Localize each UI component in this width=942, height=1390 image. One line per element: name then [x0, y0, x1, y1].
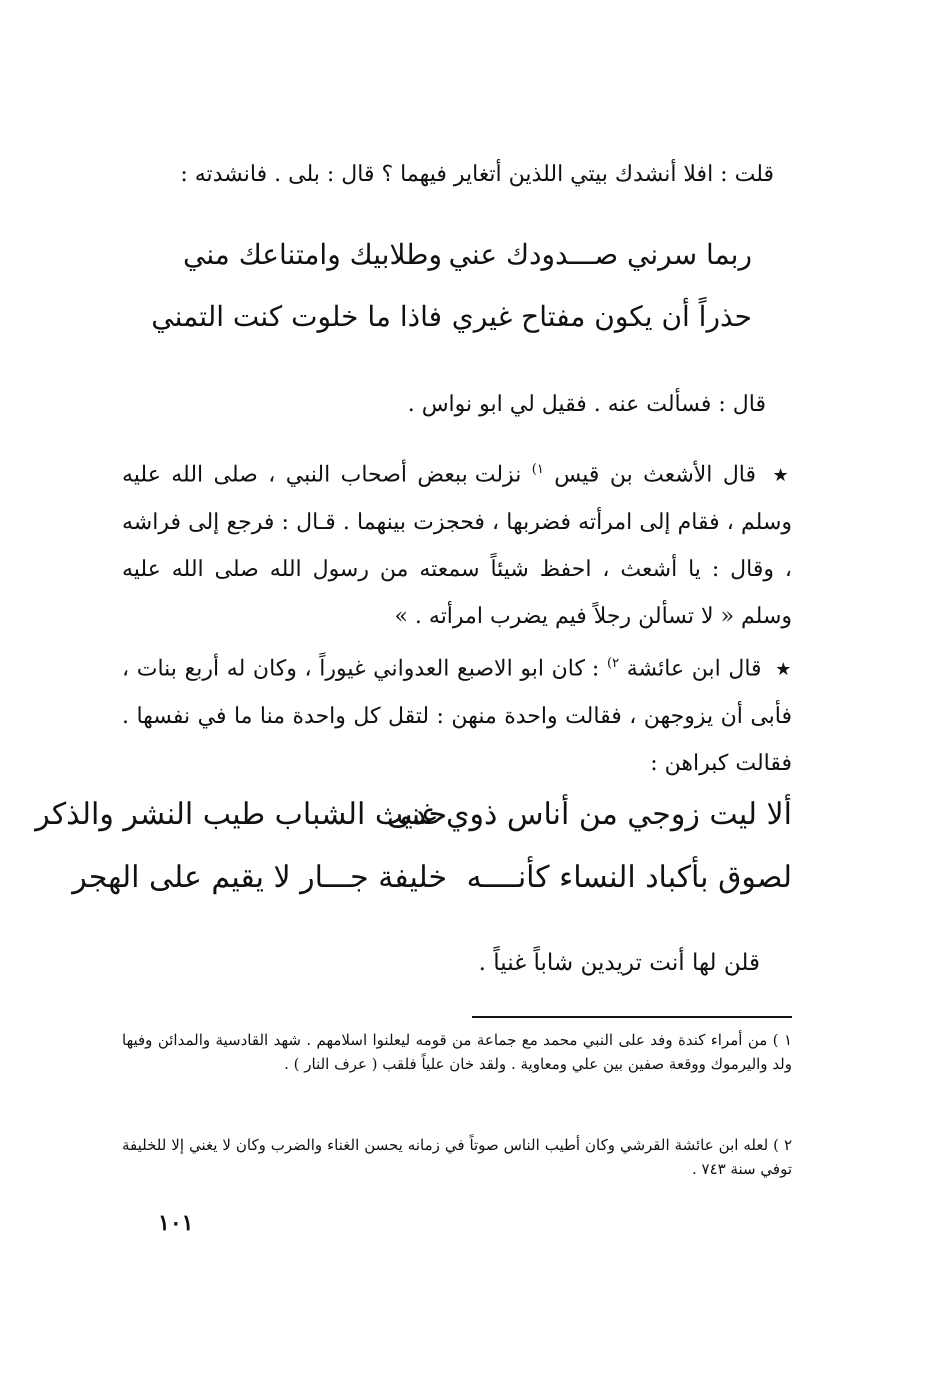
footnote-2: ٢ ) لعله ابن عائشة القرشي وكان أطيب الناس صوتاً في زمانه يحسن الغناء والضرب وكان لا يغني إلا للخليفة توفي سنة ٧٤٣ . — [122, 1136, 792, 1178]
poem1-verse-2-second-hemistich: فاذا ما خلوت كنت التمني — [151, 300, 442, 333]
footnote-marker-2: ٢) — [606, 656, 620, 671]
page-number: ١٠١ — [158, 1210, 194, 1236]
paragraph-1-body: نزلت ببعض أصحاب النبي ، صلى الله عليه وسلم ، فقام إلى امرأته فضربها ، فحجزت بينهما . قـال : فرجع إلى فراشه ، وقال : يا أشعث ، احفظ شيئاً سمعته من رسول الله صلى الله عليه وسلم « لا تسألن رجلاً فيم يضرب امرأته . » — [122, 462, 792, 630]
poem2-verse-1-second-hemistich: حديث الشباب طيب النشر والذكر — [35, 797, 447, 832]
quote-line-1: قال : فسألت عنه . فقيل لي ابو نواس . — [407, 392, 766, 417]
paragraph-2-lead: قال ابن عائشة — [626, 656, 762, 682]
footnote-1: ١ ) من أمراء كندة وفد على النبي محمد مع جماعة من قومه ليعلنوا اسلامهم . شهد القادسية والمدائن وفيها ولد واليرموك ووقعة صفين بين علي ومعاوية . ولقد خان علياً فلقب ( عرف النار ) . — [122, 1031, 792, 1073]
poem1-verse-1-first-hemistich: ربما سرني صـــدودك عني — [448, 238, 752, 271]
poem1-verse-1-second-hemistich: وطلابيك وامتناعك مني — [183, 238, 442, 271]
footnote-marker-1: ١) — [531, 462, 544, 477]
poem2-verse-2-first-hemistich: لصوق بأكباد النساء كأنــــه — [466, 860, 792, 895]
paragraph-1-lead: قال الأشعث بن قيس — [554, 462, 757, 488]
intro-line: قلت : افلا أنشدك بيتي اللذين أتغاير فيهما ؟ قال : بلى . فانشدته : — [180, 162, 774, 187]
star-icon: ★ — [772, 465, 793, 487]
paragraph-2-body: : كان ابو الاصبع العدواني غيوراً ، وكان له أربع بنات ، فأبى أن يزوجهن ، فقالت واحدة منهن : لتقل كل واحدة منا ما في نفسها . فقالت كبراهن : — [122, 656, 792, 777]
quote-line-2: قلن لها أنت تريدين شاباً غنياً . — [478, 950, 760, 976]
star-icon: ★ — [775, 659, 793, 681]
poem2-verse-2-second-hemistich: خليفة جـــار لا يقيم على الهجر — [72, 860, 447, 895]
anecdote-paragraph-1 — [122, 446, 792, 640]
poem1-verse-2-first-hemistich: حذراً أن يكون مفتاح غيري — [451, 300, 752, 333]
poem2-verse-1-first-hemistich: ألا ليت زوجي من أناس ذوي غنى — [386, 797, 792, 832]
footnote-divider — [472, 1016, 792, 1018]
anecdote-paragraph-2 — [122, 640, 792, 787]
